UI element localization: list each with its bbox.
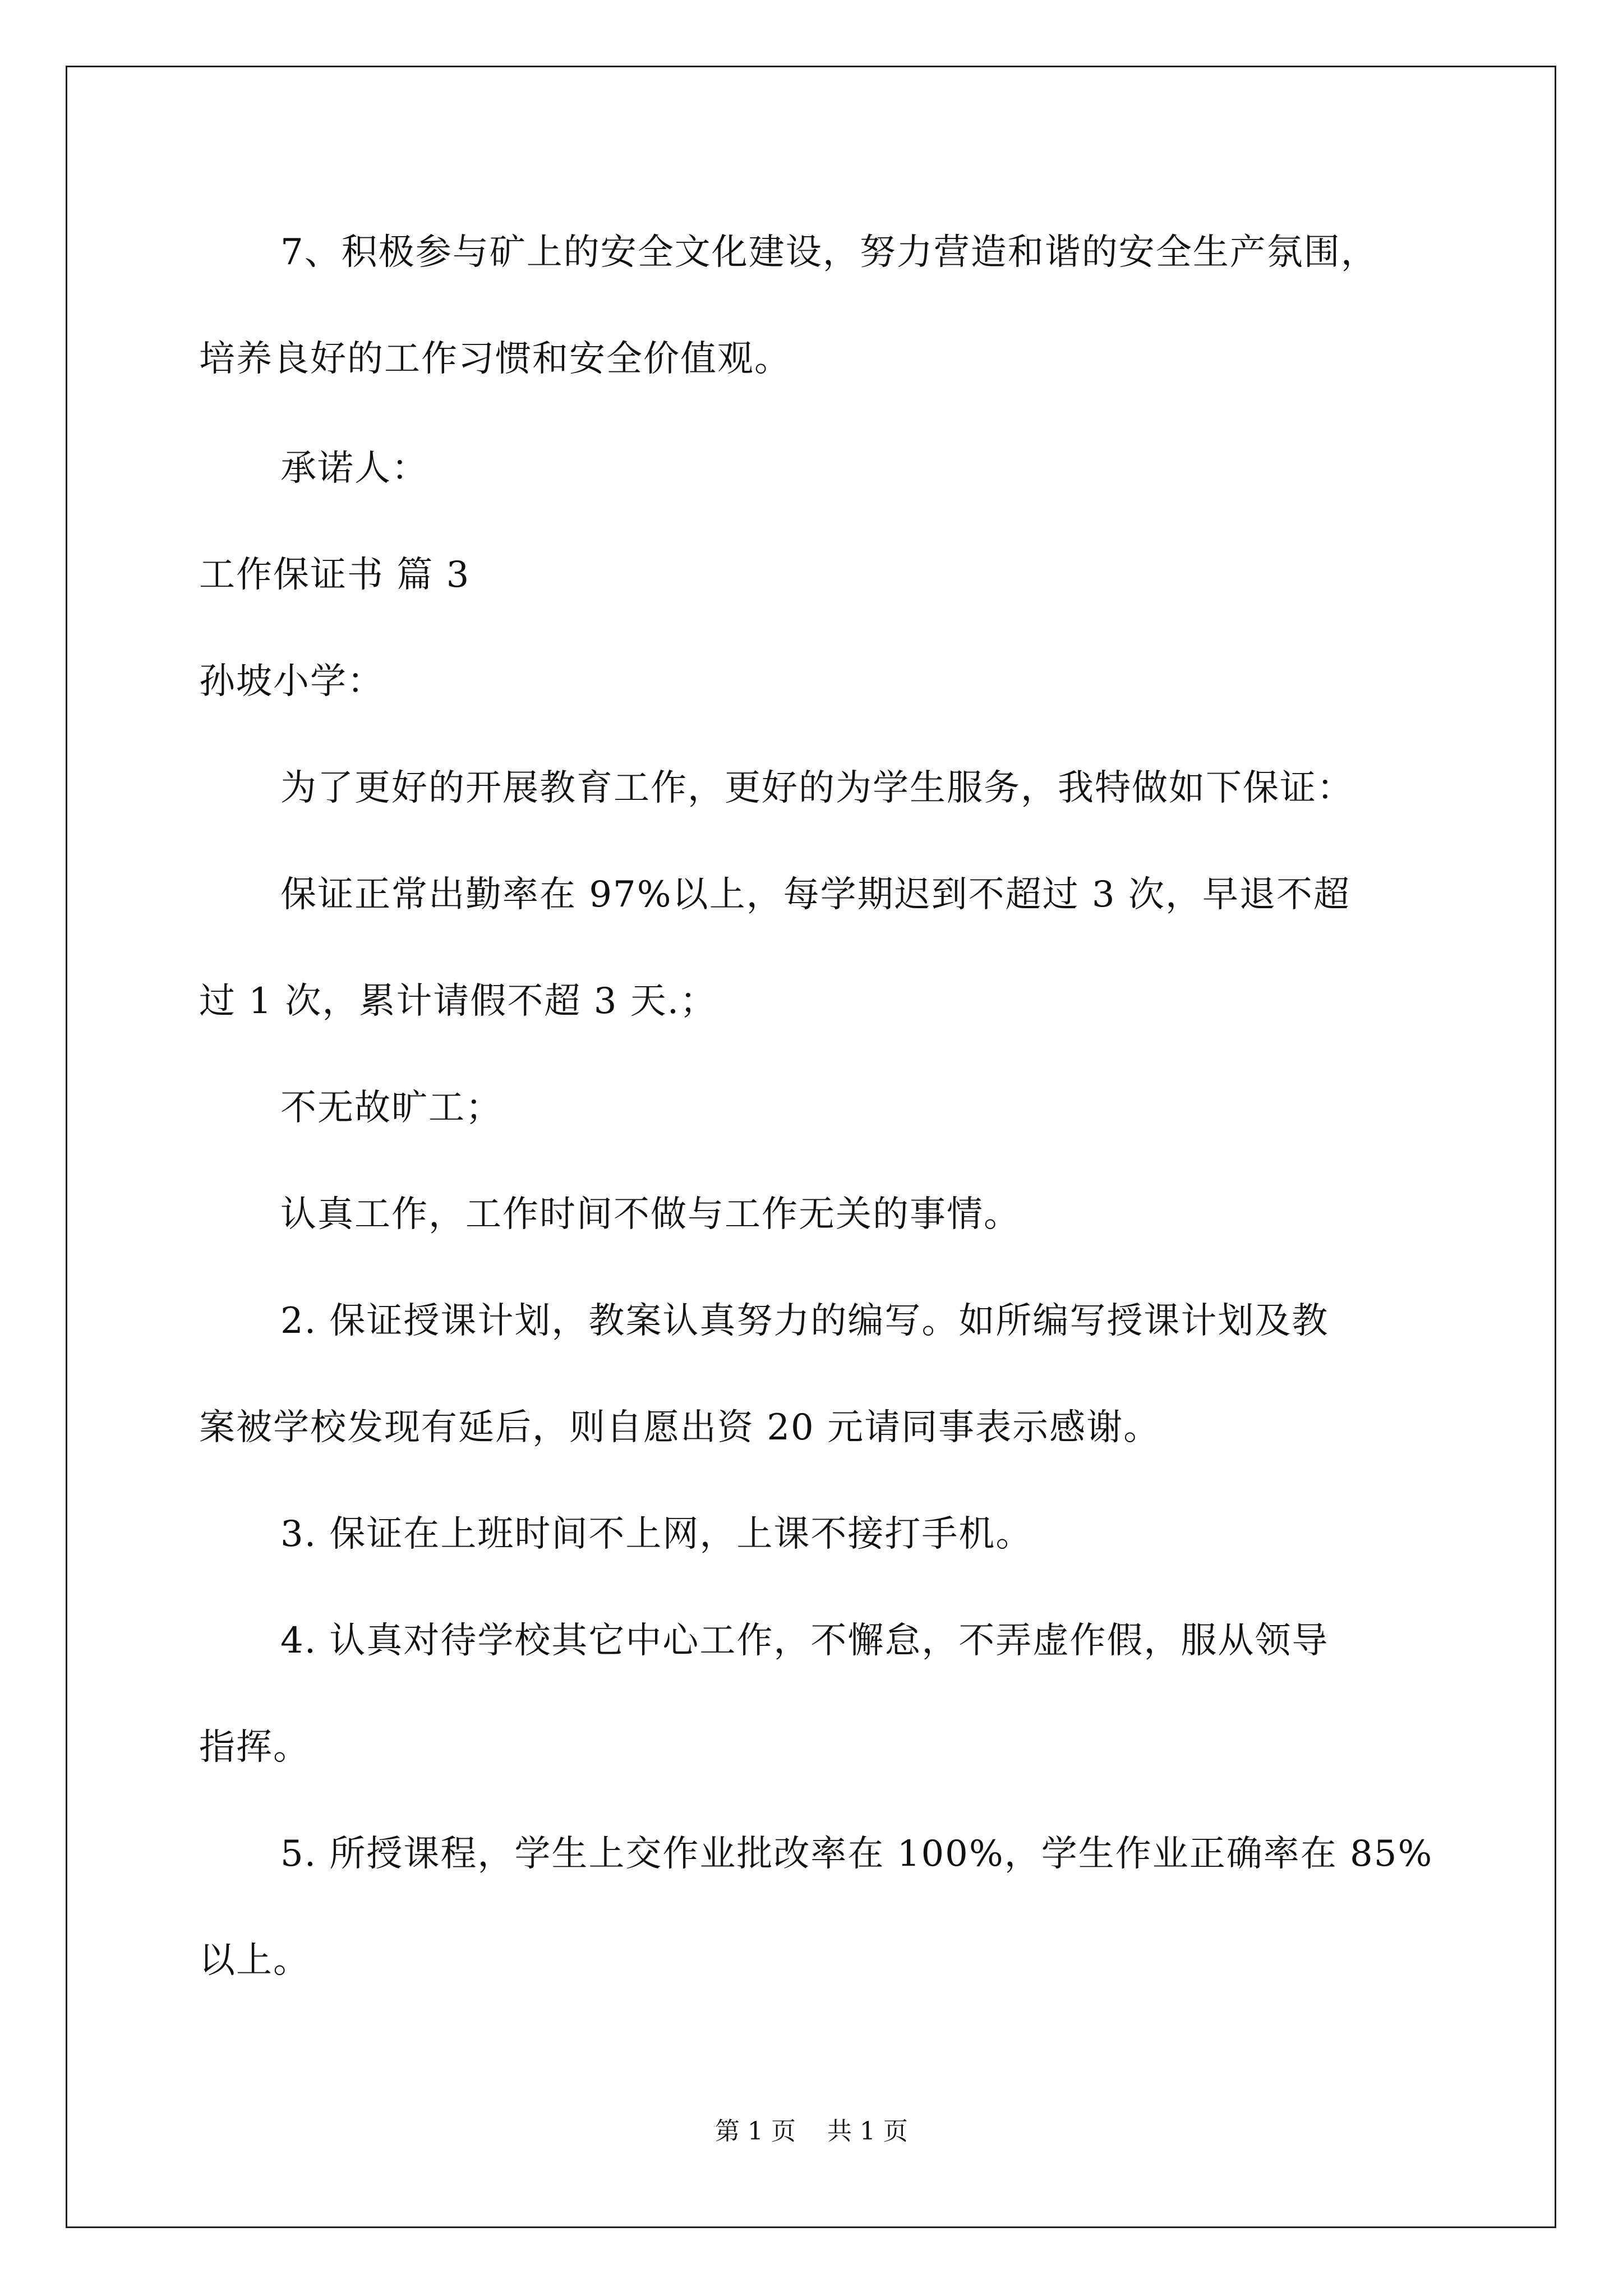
text-line-16: 5. 所授课程，学生上交作业批改率在 100%，学生作业正确率在 85%: [280, 1833, 1433, 1875]
text-line-6: 为了更好的开展教育工作，更好的为学生服务，我特做如下保证：: [280, 767, 1354, 809]
text-line-10: 认真工作，工作时间不做与工作无关的事情。: [280, 1194, 1021, 1235]
text-line-2: 培养良好的工作习惯和安全价值观。: [199, 338, 791, 380]
text-line-12: 案被学校发现有延后，则自愿出资 20 元请同事表示感谢。: [199, 1407, 1161, 1448]
section-heading: 工作保证书 篇 3: [199, 554, 471, 596]
text-line-1: 7、积极参与矿上的安全文化建设，努力营造和谐的安全生产氛围，: [280, 232, 1378, 273]
text-line-17: 以上。: [199, 1940, 310, 1981]
signature-label: 承诺人：: [280, 448, 428, 489]
text-line-15: 指挥。: [199, 1727, 310, 1768]
page-frame: [66, 66, 1556, 2228]
addressee: 孙坡小学：: [199, 661, 384, 702]
text-line-8: 过 1 次，累计请假不超 3 天.；: [199, 981, 717, 1022]
text-line-13: 3. 保证在上班时间不上网，上课不接打手机。: [280, 1513, 1033, 1555]
text-line-9: 不无故旷工；: [280, 1087, 502, 1129]
text-line-14: 4. 认真对待学校其它中心工作，不懈怠，不弄虚作假，服从领导: [280, 1620, 1329, 1662]
page-footer: 第 1 页 共 1 页: [715, 2117, 908, 2146]
text-line-11: 2. 保证授课计划，教案认真努力的编写。如所编写授课计划及教: [280, 1300, 1329, 1342]
text-line-7: 保证正常出勤率在 97%以上，每学期迟到不超过 3 次，早退不超: [280, 874, 1350, 915]
